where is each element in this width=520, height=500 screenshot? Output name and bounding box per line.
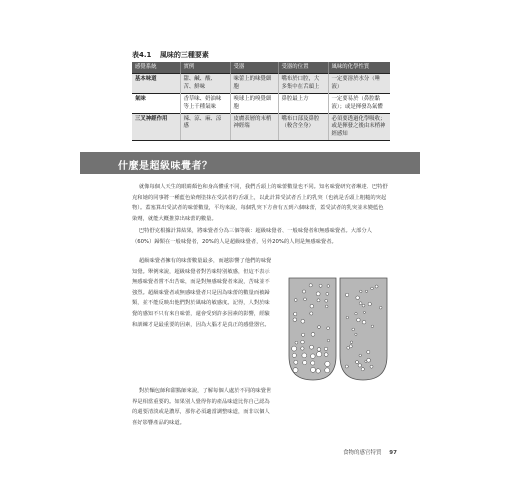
taste-bud-dot — [358, 364, 361, 367]
taste-bud-dot — [311, 361, 315, 365]
taste-bud-dot — [362, 304, 365, 307]
table-cell: 一定要易於（鼻腔黏液）；或是揮發為氣體 — [328, 94, 390, 114]
paragraph-text: 對於麵包師和甜點師來說，了解每個人處於不同的味覺世界是相當重要的。如果別人覺得你的產品味道比你自己認為的還要清淡或是濃厚，那你必須適當調整味道，而非以個人喜好影響產品的味道。 — [132, 388, 272, 426]
taste-bud-dot — [327, 339, 329, 341]
body-paragraph — [132, 256, 274, 330]
taste-bud-dot — [345, 365, 348, 368]
taste-bud-dot — [301, 347, 304, 350]
taste-bud-dot — [294, 299, 297, 302]
taste-bud-dot — [371, 325, 373, 327]
taste-bud-dot — [304, 298, 307, 301]
table-cell: 味蕾上的味覺細胞 — [230, 74, 278, 94]
taste-bud-dot — [309, 284, 312, 287]
body-paragraph — [132, 226, 388, 247]
table-row — [132, 74, 390, 94]
table-row — [132, 114, 390, 141]
taste-bud-dot — [317, 352, 322, 357]
section-title: 什麼是超級味覺者？ — [118, 161, 213, 172]
footer-book-title: 食物的感官特質 — [343, 450, 382, 456]
taste-bud-dot — [375, 285, 378, 288]
taste-bud-dot — [360, 290, 362, 292]
table-cell: 三叉神經作用 — [132, 114, 180, 141]
taste-bud-dot — [325, 299, 328, 302]
taste-bud-dot — [303, 361, 307, 365]
table-header-cell: 感覺系統 — [132, 62, 180, 74]
table-header-cell: 受器的位置 — [278, 62, 328, 74]
taste-bud-dot — [355, 333, 357, 335]
table-cell: 氣味 — [132, 94, 180, 114]
taste-bud-dot — [294, 312, 297, 315]
taste-bud-dot — [327, 285, 330, 288]
taste-bud-dot — [316, 369, 320, 373]
taste-bud-dot — [310, 312, 313, 315]
taste-bud-dot — [302, 353, 307, 358]
taste-bud-dot — [292, 353, 296, 357]
paragraph-text: 巴特舒克根據計算結果，將味覺者分為三個等級：超級味覺者、一般味覺者和無感味覺者。大部分人（60%）歸類在一般味覺者，20%的人是超級味覺者，另外20%的人則是無感味覺者。 — [132, 228, 372, 245]
taste-bud-dot — [325, 305, 328, 308]
taste-bud-dot — [301, 319, 305, 323]
taste-bud-dot — [350, 341, 352, 343]
table-cell: 皮膚表層的末梢神經端 — [230, 114, 278, 141]
taste-bud-dot — [349, 345, 352, 348]
taste-bud-dot — [325, 368, 330, 373]
table-caption — [132, 50, 215, 60]
taste-bud-dot — [326, 293, 329, 296]
taste-bud-dot — [292, 346, 297, 351]
taste-bud-dot — [302, 290, 305, 293]
table-cell: 嘴布於口腔，大多集中在舌頭上 — [278, 74, 328, 94]
body-paragraph — [132, 386, 274, 428]
tongue-illustration — [286, 276, 390, 382]
taste-bud-dot — [311, 354, 316, 359]
taste-bud-dot — [356, 296, 360, 300]
table-header-cell: 風味的化學性質 — [328, 62, 390, 74]
table-cell: 嗅球上的嗅覺細胞 — [230, 94, 278, 114]
taste-bud-dot — [327, 327, 330, 330]
taste-bud-dot — [352, 328, 355, 331]
taste-bud-dot — [379, 306, 382, 309]
taste-bud-dot — [346, 316, 348, 318]
paragraph-text: 超級味覺者擁有的味蕾數量最多，而越影響了他們的味覺知覺。舉例來說，超級味覺者對苦味特別敏感，但這不表示無感味覺者嘗不出苦味，而是對無感味覺者來說，苦味並不強烈。超級味覺者或無感味覺者只是因為味蕾的數量而被歸類，並不能反映出他們對於風味的敏感度。記得，人對於味覺的感知不只有來自味蕾，還會受到許多因素的影響，經驗和訓練才是最重要的因素，因為大腦才是真正的感覺器官。 — [132, 258, 272, 328]
table-cell: 必須要透過化學吸收；或是揮發之後由末梢神經感知 — [328, 114, 390, 141]
taste-bud-dot — [356, 361, 359, 364]
taste-bud-dot — [311, 333, 315, 337]
taste-bud-dot — [316, 292, 320, 296]
taste-bud-dot — [311, 367, 316, 372]
table-cell: 香草味、奶油味等上千種氣味 — [180, 94, 230, 114]
body-paragraph — [132, 182, 388, 224]
taste-bud-dot — [293, 368, 298, 373]
taste-bud-dot — [355, 313, 357, 315]
table-cell: 鼻腔最上方 — [278, 94, 328, 114]
table-header-row — [132, 62, 390, 74]
page-number: 97 — [389, 450, 397, 456]
table-cell: 嘴布口部及鼻腔（較含全身） — [278, 114, 328, 141]
taste-bud-dot — [310, 304, 314, 308]
taste-bud-dot — [367, 358, 371, 362]
taste-bud-dot — [371, 287, 374, 290]
taste-bud-dot — [317, 348, 321, 352]
taste-bud-dot — [345, 293, 348, 296]
taste-bud-dot — [361, 368, 364, 371]
paragraph-text: 就像每個人天生的眼睛顏色和身高體重不同，我們舌頭上的味蕾數量也不同。知名味覺研究者琳達．巴特舒克和她的同事將一種藍色染劑塗抹在受試者的舌頭上，以此計算受試者舌上的乳突（也就是舌頭上粗糙的突起物）。蓋塞算出受試者的味蕾數量，平均來說，每個乳突下方會有五到六個味蕾，蓋受試者的乳突並未變藍色染劑，就能大概推算出味蕾的數量。 — [132, 184, 388, 222]
table-caption-number: 表4.1 — [132, 51, 152, 59]
taste-bud-dot — [293, 318, 297, 322]
taste-bud-dot — [324, 347, 327, 350]
taste-bud-dot — [318, 326, 321, 329]
taste-bud-dot — [319, 284, 322, 287]
taste-bud-dot — [367, 350, 370, 353]
table-header-cell: 實例 — [180, 62, 230, 74]
table-caption-text: 風味的三種要素 — [159, 51, 209, 59]
taste-bud-dot — [295, 341, 298, 344]
taste-bud-dot — [359, 354, 361, 356]
taste-bud-dot — [370, 365, 373, 368]
taste-bud-dot — [365, 290, 367, 292]
table-cell: 一定要溶於水分（唾液） — [328, 74, 390, 94]
table-cell: 基本味道 — [132, 74, 180, 94]
table-row — [132, 94, 390, 114]
taste-bud-dot — [357, 318, 361, 322]
taste-bud-dot — [301, 340, 305, 344]
taste-bud-dot — [324, 353, 328, 357]
taste-bud-dot — [302, 333, 305, 336]
taste-bud-dot — [359, 302, 362, 305]
taste-bud-dot — [368, 302, 371, 305]
table-header-cell: 受器 — [230, 62, 278, 74]
taste-bud-dot — [294, 360, 298, 364]
taste-bud-dot — [317, 299, 320, 302]
taste-bud-dot — [362, 320, 366, 324]
flavor-elements-table — [132, 62, 390, 141]
taste-bud-dot — [325, 361, 330, 366]
tongue-comparison-figure — [286, 276, 390, 382]
page-footer — [343, 448, 397, 456]
table-cell: 甜、鹹、酸、苦、鮮味 — [180, 74, 230, 94]
taste-bud-dot — [310, 345, 314, 349]
table-cell: 辣、涼、麻、涼感 — [180, 114, 230, 141]
taste-bud-dot — [363, 311, 365, 313]
